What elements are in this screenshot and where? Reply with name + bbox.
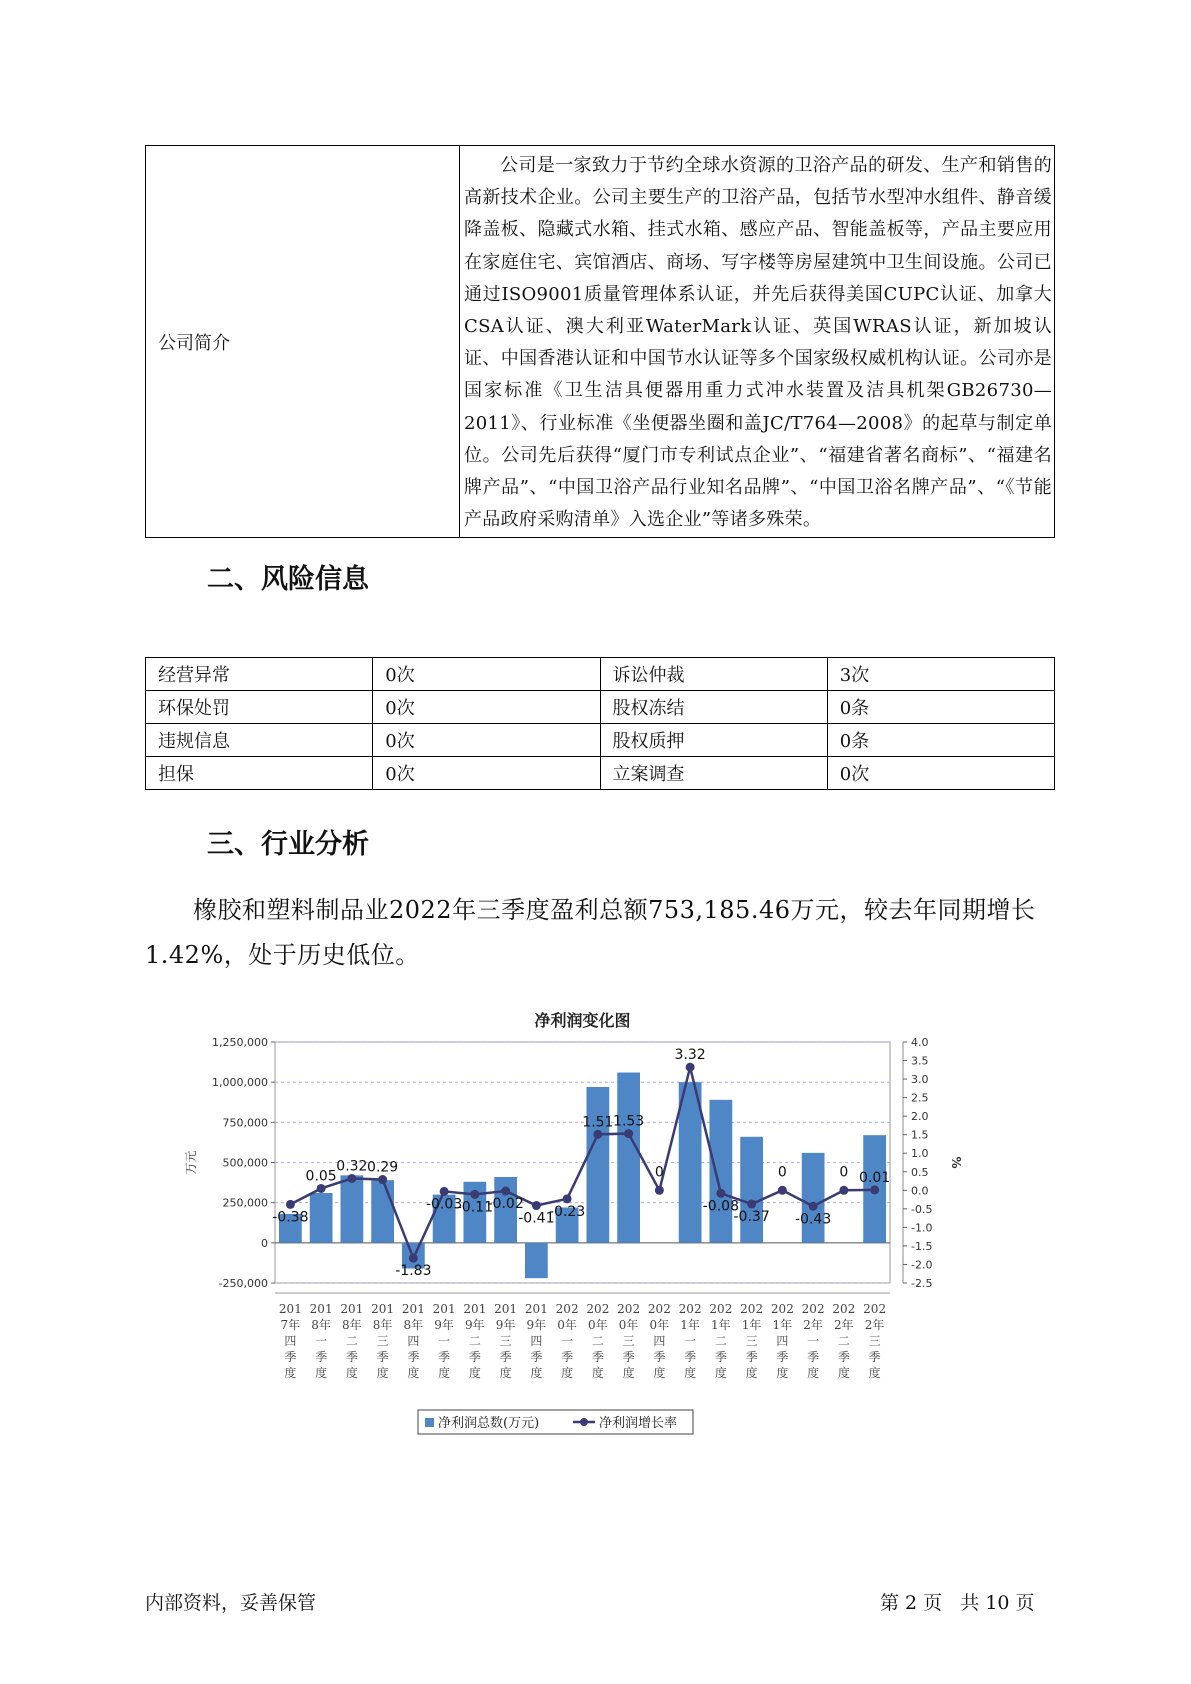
- bar: [802, 1153, 825, 1243]
- data-label: 0.05: [305, 1168, 337, 1185]
- bar: [340, 1175, 363, 1242]
- risk-heading: 二、风险信息: [207, 564, 369, 595]
- profile-text: 公司是一家致力于节约全球水资源的卫浴产品的研发、生产和销售的高新技术企业。公司主要生产的卫浴产品，包括节水型冲水组件、静音缓降盖板、隐藏式水箱、挂式水箱、感应产品、智能盖板等，产品主要应用在家庭住宅、宾馆酒店、商场、写字楼等房屋建筑中卫生间设施。公司已通过ISO9001质量管理体系认证，并先后获得美国CUPC认证、加拿大CSA认证、澳大利亚WaterMark认证、英国WRAS认证，新加坡认证、中国香港认证和中国节水认证等多个国家级权威机构认证。公司亦是国家标准《卫生洁具便器用重力式冲水装置及洁具机架GB26730—2011》、行业标准《坐便器坐圈和盖JC/T764—2008》的起草与制定单位。公司先后获得“厦门市专利试点企业”、“福建省著名商标”、“福建名牌产品”、“中国卫浴产品行业知名品牌”、“中国卫浴名牌产品”、“《节能产品政府采购清单》入选企业”等诸多殊荣。: [460, 146, 1055, 538]
- y2-axis-label: %: [949, 1156, 963, 1169]
- data-label: -0.08: [702, 1198, 739, 1215]
- x-tick-label: 201: [340, 1302, 364, 1316]
- x-tick-label: 二: [837, 1334, 850, 1348]
- y-tick-label: 750,000: [222, 1116, 268, 1130]
- y2-tick-label: 1.0: [911, 1147, 929, 1161]
- growth-point: [809, 1202, 818, 1211]
- risk-label: 股权质押: [600, 724, 827, 757]
- y2-tick-label: -2.5: [911, 1277, 933, 1290]
- x-tick-label: 9年: [495, 1318, 516, 1332]
- x-tick-label: 季: [284, 1350, 297, 1364]
- growth-point: [378, 1175, 387, 1184]
- y-tick-label: 0: [261, 1236, 268, 1250]
- footer-page-number: 第 2 页 共 10 页: [880, 1592, 1035, 1614]
- data-label: -0.41: [518, 1210, 555, 1227]
- x-tick-label: 8年: [342, 1318, 362, 1332]
- x-tick-label: 1年: [741, 1318, 762, 1332]
- net-profit-chart: [180, 1005, 980, 1465]
- data-label: 0: [777, 1164, 787, 1181]
- bar: [679, 1082, 702, 1243]
- x-tick-label: 度: [284, 1366, 297, 1380]
- risk-value: 3次: [827, 658, 1054, 691]
- y-tick-label: 500,000: [222, 1156, 268, 1170]
- x-tick-label: 度: [530, 1366, 543, 1380]
- growth-point: [747, 1200, 756, 1209]
- growth-point: [501, 1187, 510, 1196]
- risk-table: [145, 657, 1055, 790]
- chart-svg: [180, 1005, 980, 1465]
- x-tick-label: 三: [376, 1334, 389, 1348]
- y-tick-label: 250,000: [222, 1196, 268, 1210]
- x-tick-label: 三: [745, 1334, 758, 1348]
- y2-tick-label: 1.5: [911, 1128, 929, 1142]
- x-tick-label: 9年: [434, 1318, 454, 1332]
- x-tick-label: 度: [745, 1366, 758, 1380]
- industry-paragraph: 橡胶和塑料制品业2022年三季度盈利总额753,185.46万元，较去年同期增长1.42%，处于历史低位。: [145, 896, 1036, 969]
- x-tick-label: 度: [653, 1366, 666, 1380]
- risk-label: 股权冻结: [600, 691, 827, 724]
- x-tick-label: 201: [309, 1302, 333, 1316]
- y2-tick-label: 2.5: [911, 1091, 929, 1105]
- data-label: -0.03: [426, 1196, 463, 1213]
- legend-line-marker: [580, 1418, 588, 1426]
- x-tick-label: 202: [740, 1302, 764, 1316]
- y2-tick-label: -0.5: [911, 1202, 933, 1216]
- risk-row: [146, 757, 1055, 790]
- x-tick-label: 季: [407, 1350, 420, 1364]
- growth-point: [655, 1186, 664, 1195]
- data-label: -0.38: [272, 1209, 309, 1226]
- growth-point: [716, 1189, 725, 1198]
- growth-point: [563, 1194, 572, 1203]
- data-label: -0.11: [456, 1199, 493, 1216]
- x-tick-label: 季: [745, 1350, 758, 1364]
- x-tick-label: 201: [432, 1302, 456, 1316]
- bar: [310, 1193, 333, 1243]
- x-tick-label: 季: [530, 1350, 543, 1364]
- x-tick-label: 度: [776, 1366, 789, 1380]
- x-tick-label: 8年: [403, 1318, 424, 1332]
- x-tick-label: 201: [463, 1302, 487, 1316]
- x-tick-label: 一: [315, 1334, 328, 1348]
- x-tick-label: 三: [622, 1334, 635, 1348]
- x-tick-label: 季: [837, 1350, 850, 1364]
- x-tick-label: 度: [438, 1366, 451, 1380]
- growth-point: [593, 1130, 602, 1139]
- data-label: -0.02: [487, 1196, 524, 1213]
- x-tick-label: 季: [807, 1350, 820, 1364]
- x-tick-label: 202: [801, 1302, 825, 1316]
- x-tick-label: 202: [647, 1302, 671, 1316]
- x-tick-label: 一: [807, 1334, 820, 1348]
- legend-line-label: 净利润增长率: [599, 1416, 678, 1431]
- data-label: -1.83: [395, 1263, 432, 1280]
- x-tick-label: 四: [776, 1334, 789, 1348]
- x-tick-label: 季: [468, 1350, 481, 1364]
- x-tick-label: 度: [868, 1366, 881, 1380]
- x-tick-label: 一: [684, 1334, 697, 1348]
- x-tick-label: 三: [868, 1334, 881, 1348]
- x-tick-label: 度: [315, 1366, 328, 1380]
- x-tick-label: 二: [714, 1334, 727, 1348]
- x-tick-label: 季: [499, 1350, 512, 1364]
- x-tick-label: 三: [499, 1334, 512, 1348]
- company-profile-table: [145, 145, 1055, 538]
- x-tick-label: 季: [315, 1350, 328, 1364]
- x-tick-label: 季: [591, 1350, 604, 1364]
- data-label: 0.01: [859, 1169, 891, 1186]
- x-tick-label: 9年: [526, 1318, 547, 1332]
- growth-point: [317, 1184, 326, 1193]
- x-tick-label: 度: [561, 1366, 574, 1380]
- y2-tick-label: 2.0: [911, 1110, 929, 1124]
- risk-row: [146, 724, 1055, 757]
- risk-label: 诉讼仲裁: [600, 658, 827, 691]
- x-tick-label: 1年: [772, 1318, 793, 1332]
- growth-point: [870, 1185, 879, 1194]
- chart-title: 净利润变化图: [534, 1011, 631, 1030]
- risk-label: 环保处罚: [146, 691, 373, 724]
- risk-value: 0条: [827, 691, 1054, 724]
- x-tick-label: 1年: [680, 1318, 700, 1332]
- y2-tick-label: 3.0: [911, 1073, 929, 1087]
- x-tick-label: 0年: [649, 1318, 670, 1332]
- x-tick-label: 季: [376, 1350, 389, 1364]
- risk-row: [146, 658, 1055, 691]
- x-tick-label: 四: [530, 1334, 543, 1348]
- x-tick-label: 202: [617, 1302, 641, 1316]
- industry-heading: 三、行业分析: [207, 829, 369, 860]
- growth-point: [839, 1186, 848, 1195]
- y2-tick-label: -1.0: [911, 1221, 933, 1235]
- x-tick-label: 度: [714, 1366, 727, 1380]
- x-tick-label: 8年: [311, 1318, 331, 1332]
- legend-bar-label: 净利润总数(万元): [438, 1416, 540, 1431]
- x-tick-label: 度: [345, 1366, 358, 1380]
- risk-row: [146, 691, 1055, 724]
- x-tick-label: 201: [371, 1302, 395, 1316]
- data-label: -0.43: [795, 1211, 832, 1228]
- x-tick-label: 8年: [372, 1318, 393, 1332]
- x-tick-label: 度: [468, 1366, 481, 1380]
- data-label: 0.29: [367, 1159, 399, 1176]
- legend-bar-swatch: [425, 1418, 434, 1427]
- x-tick-label: 201: [401, 1302, 425, 1316]
- y-tick-label: 1,000,000: [212, 1076, 268, 1090]
- risk-value: 0次: [373, 658, 600, 691]
- x-tick-label: 度: [407, 1366, 420, 1380]
- bar: [617, 1073, 640, 1243]
- bar: [586, 1087, 609, 1243]
- risk-value: 0次: [373, 691, 600, 724]
- x-tick-label: 季: [714, 1350, 727, 1364]
- risk-value: 0条: [827, 724, 1054, 757]
- bar: [371, 1180, 394, 1243]
- x-tick-label: 四: [653, 1334, 666, 1348]
- risk-value: 0次: [373, 757, 600, 790]
- x-tick-label: 一: [561, 1334, 574, 1348]
- growth-point: [470, 1190, 479, 1199]
- x-tick-label: 二: [591, 1334, 604, 1348]
- data-label: 0: [839, 1164, 849, 1181]
- x-tick-label: 四: [284, 1334, 297, 1348]
- growth-point: [440, 1187, 449, 1196]
- y2-tick-label: 3.5: [911, 1054, 929, 1068]
- y-axis-label: 万元: [184, 1150, 198, 1175]
- data-label: 0: [654, 1164, 664, 1181]
- x-tick-label: 度: [807, 1366, 820, 1380]
- x-tick-label: 二: [345, 1334, 358, 1348]
- risk-label: 立案调查: [600, 757, 827, 790]
- x-tick-label: 202: [678, 1302, 702, 1316]
- x-tick-label: 度: [376, 1366, 389, 1380]
- bar: [709, 1100, 732, 1243]
- growth-point: [409, 1254, 418, 1263]
- y-tick-label: 1,250,000: [212, 1036, 268, 1049]
- x-tick-label: 0年: [618, 1318, 639, 1332]
- x-tick-label: 202: [770, 1302, 794, 1316]
- x-tick-label: 202: [709, 1302, 733, 1316]
- footer-confidential: 内部资料，妥善保管: [145, 1592, 317, 1614]
- growth-point: [778, 1186, 787, 1195]
- x-tick-label: 季: [561, 1350, 574, 1364]
- x-tick-label: 度: [837, 1366, 850, 1380]
- risk-label: 担保: [146, 757, 373, 790]
- bar: [740, 1137, 763, 1243]
- x-tick-label: 202: [586, 1302, 610, 1316]
- x-tick-label: 二: [468, 1334, 481, 1348]
- growth-point: [347, 1174, 356, 1183]
- x-tick-label: 1年: [711, 1318, 731, 1332]
- x-tick-label: 202: [555, 1302, 579, 1316]
- x-tick-label: 度: [622, 1366, 635, 1380]
- growth-point: [532, 1201, 541, 1210]
- y2-tick-label: 0.5: [911, 1165, 929, 1179]
- data-label: 3.32: [674, 1047, 706, 1064]
- x-tick-label: 2年: [803, 1318, 823, 1332]
- x-tick-label: 202: [863, 1302, 887, 1316]
- risk-label: 经营异常: [146, 658, 373, 691]
- bar: [525, 1243, 548, 1278]
- data-label: 0.32: [336, 1158, 368, 1175]
- x-tick-label: 2年: [864, 1318, 885, 1332]
- data-label: -0.23: [549, 1203, 586, 1220]
- x-tick-label: 季: [622, 1350, 635, 1364]
- x-tick-label: 度: [591, 1366, 604, 1380]
- y-tick-label: -250,000: [218, 1277, 268, 1290]
- risk-label: 违规信息: [146, 724, 373, 757]
- x-tick-label: 季: [776, 1350, 789, 1364]
- x-tick-label: 2年: [834, 1318, 854, 1332]
- x-tick-label: 7年: [280, 1318, 301, 1332]
- risk-value: 0次: [373, 724, 600, 757]
- data-label: 1.51: [582, 1114, 614, 1131]
- x-tick-label: 一: [438, 1334, 451, 1348]
- x-tick-label: 201: [278, 1302, 302, 1316]
- profile-label: 公司简介: [146, 146, 460, 538]
- x-tick-label: 季: [868, 1350, 881, 1364]
- x-tick-label: 季: [684, 1350, 697, 1364]
- x-tick-label: 度: [684, 1366, 697, 1380]
- x-tick-label: 201: [494, 1302, 518, 1316]
- x-tick-label: 202: [832, 1302, 856, 1316]
- x-tick-label: 201: [524, 1302, 548, 1316]
- y2-tick-label: 4.0: [911, 1036, 929, 1049]
- x-tick-label: 度: [499, 1366, 512, 1380]
- x-tick-label: 0年: [588, 1318, 608, 1332]
- x-tick-label: 0年: [557, 1318, 577, 1332]
- x-tick-label: 季: [653, 1350, 666, 1364]
- x-tick-label: 9年: [465, 1318, 485, 1332]
- y2-tick-label: 0.0: [911, 1184, 929, 1198]
- y2-tick-label: -2.0: [911, 1258, 933, 1272]
- growth-point: [624, 1129, 633, 1138]
- x-tick-label: 季: [345, 1350, 358, 1364]
- data-label: -0.37: [733, 1209, 770, 1226]
- data-label: 1.53: [613, 1113, 645, 1130]
- x-tick-label: 四: [407, 1334, 420, 1348]
- x-tick-label: 季: [438, 1350, 451, 1364]
- risk-value: 0次: [827, 757, 1054, 790]
- y2-tick-label: -1.5: [911, 1239, 933, 1253]
- growth-point: [686, 1063, 695, 1072]
- growth-point: [286, 1200, 295, 1209]
